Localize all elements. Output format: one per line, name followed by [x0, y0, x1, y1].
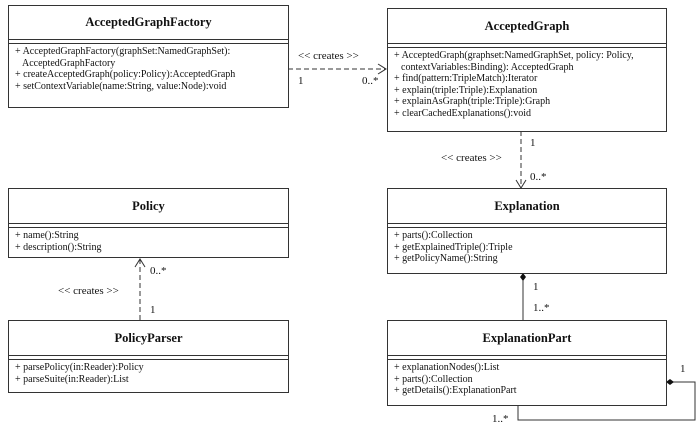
- class-name: ExplanationPart: [388, 321, 666, 356]
- operation: + parts():Collection: [394, 230, 473, 241]
- stereotype-label: << creates >>: [298, 50, 359, 62]
- class-explanation[interactable]: [387, 188, 667, 274]
- class-name: Explanation: [388, 189, 666, 224]
- composition-diamond-icon: [666, 379, 674, 385]
- multiplicity-label: 1: [530, 137, 536, 149]
- operation: + AcceptedGraph(graphset:NamedGraphSet, policy: Policy, contextVariables:Binding): AcceptedGraph: [394, 50, 634, 73]
- multiplicity-label: 1: [298, 75, 304, 87]
- operations-compartment: [388, 360, 666, 399]
- multiplicity-label: 1: [533, 281, 539, 293]
- operation: + createAcceptedGraph(policy:Policy):AcceptedGraph: [15, 69, 236, 80]
- multiplicity-label: 1..*: [492, 413, 509, 425]
- operation: + find(pattern:TripleMatch):Iterator: [394, 73, 538, 84]
- operations-compartment: [388, 228, 666, 267]
- operation: + clearCachedExplanations():void: [394, 107, 531, 119]
- operations-compartment: [9, 360, 288, 387]
- operation: + setContextVariable(name:String, value:Node):void: [15, 80, 227, 92]
- operation: + parsePolicy(in:Reader):Policy: [15, 362, 144, 373]
- operation: + parts():Collection: [394, 373, 473, 385]
- operation: + parseSuite(in:Reader):List: [15, 373, 129, 385]
- multiplicity-label: 1: [680, 363, 686, 375]
- class-explanation-part[interactable]: [387, 320, 667, 406]
- class-name: Policy: [9, 189, 288, 224]
- multiplicity-label: 1..*: [533, 302, 550, 314]
- class-accepted-graph-factory[interactable]: [8, 5, 289, 108]
- composition-diamond-icon: [520, 273, 526, 281]
- class-name: AcceptedGraph: [388, 9, 666, 44]
- operation: + explain(triple:Triple):Explanation: [394, 84, 538, 96]
- stereotype-label: << creates >>: [441, 152, 502, 164]
- operations-compartment: [388, 48, 666, 121]
- operation: + explanationNodes():List: [394, 362, 500, 373]
- operations-compartment: [9, 44, 288, 94]
- operation: + getExplainedTriple():Triple: [394, 241, 513, 253]
- operations-compartment: [9, 228, 288, 255]
- multiplicity-label: 0..*: [530, 171, 547, 183]
- multiplicity-label: 0..*: [362, 75, 379, 87]
- operation: + name():String: [15, 230, 79, 241]
- class-accepted-graph[interactable]: [387, 8, 667, 132]
- multiplicity-label: 0..*: [150, 265, 167, 277]
- multiplicity-label: 1: [150, 304, 156, 316]
- class-policy-parser[interactable]: [8, 320, 289, 393]
- operation: + description():String: [15, 241, 102, 253]
- stereotype-label: << creates >>: [58, 285, 119, 297]
- class-name: PolicyParser: [9, 321, 288, 356]
- operation: + explainAsGraph(triple:Triple):Graph: [394, 96, 551, 107]
- class-policy[interactable]: [8, 188, 289, 258]
- operation: + getDetails():ExplanationPart: [394, 385, 517, 396]
- operation: + AcceptedGraphFactory(graphSet:NamedGraphSet): AcceptedGraphFactory: [15, 46, 231, 69]
- class-name: AcceptedGraphFactory: [9, 6, 288, 40]
- operation: + getPolicyName():String: [394, 253, 498, 264]
